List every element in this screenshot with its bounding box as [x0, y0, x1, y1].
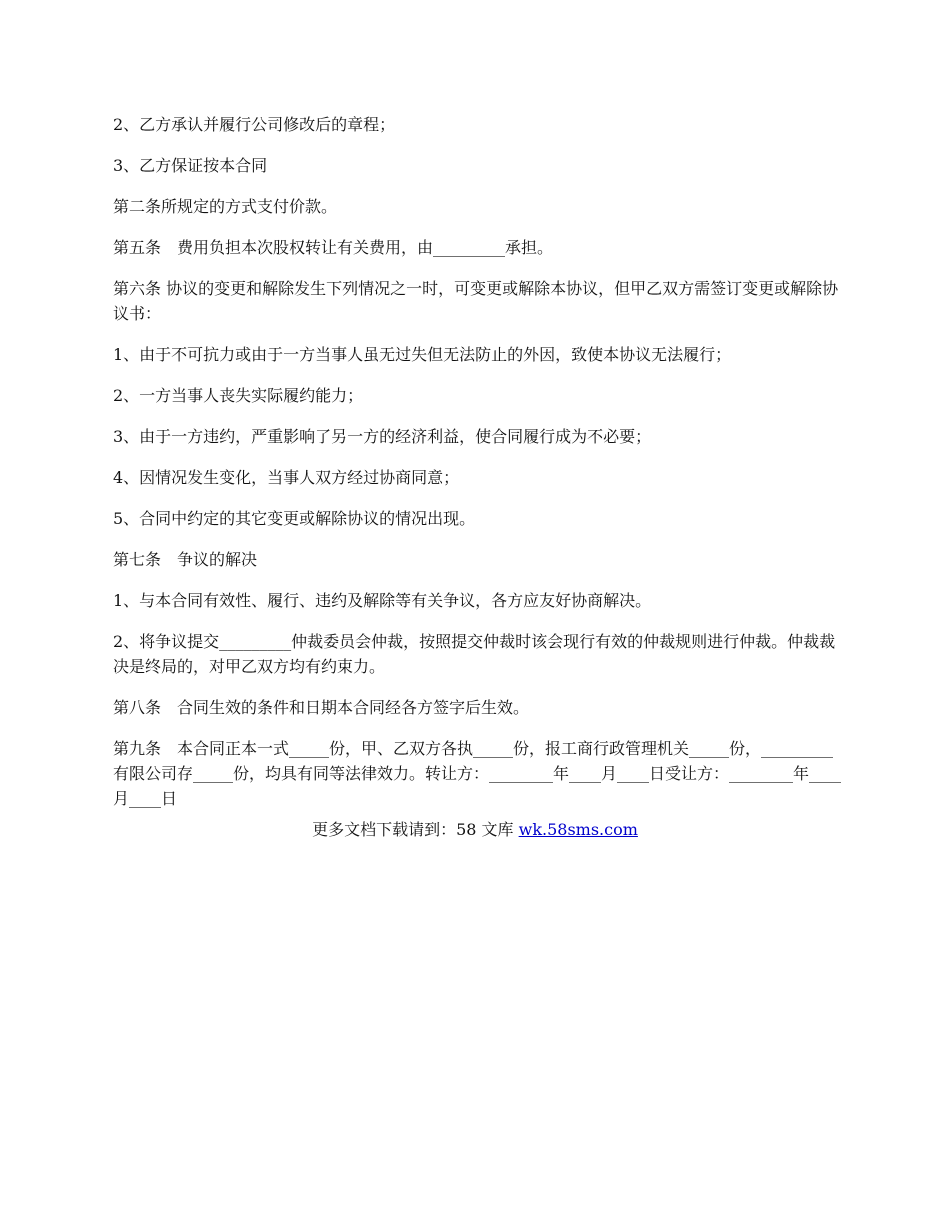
paragraph-article-6-item-2: 2、一方当事人丧失实际履约能力；	[113, 386, 364, 405]
paragraph-clause-2: 2、乙方承认并履行公司修改后的章程；	[113, 115, 396, 134]
paragraph-article-9: 第九条 本合同正本一式_____份，甲、乙双方各执_____份，报工商行政管理机关_____份，_________有限公司存_____份，均具有同等法律效力。转让方：________年____月____日受让方：________年____月____日	[113, 739, 842, 808]
paragraph-article-5: 第五条 费用负担本次股权转让有关费用，由_________承担。	[113, 238, 554, 257]
paragraph-article-7-item-2: 2、将争议提交_________仲裁委员会仲裁，按照提交仲裁时该会现行有效的仲裁规则进行仲裁。仲裁裁决是终局的，对甲乙双方均有约束力。	[113, 632, 836, 676]
paragraph-article-8: 第八条 合同生效的条件和日期本合同经各方签字后生效。	[113, 698, 530, 717]
paragraph-article-6-item-5: 5、合同中约定的其它变更或解除协议的情况出现。	[113, 509, 476, 528]
paragraph-article-6: 第六条 协议的变更和解除发生下列情况之一时，可变更或解除本协议，但甲乙双方需签订变更或解除协议书：	[113, 279, 839, 323]
paragraph-article-6-item-1: 1、由于不可抗力或由于一方当事人虽无过失但无法防止的外因，致使本协议无法履行；	[113, 345, 732, 364]
paragraph-article-2-payment: 第二条所规定的方式支付价款。	[113, 197, 338, 216]
paragraph-article-7-item-1: 1、与本合同有效性、履行、违约及解除等有关争议，各方应友好协商解决。	[113, 591, 652, 610]
footer-text: 更多文档下载请到：58 文库	[312, 820, 519, 839]
paragraph-article-7: 第七条 争议的解决	[113, 550, 258, 569]
download-footer	[0, 817, 950, 842]
paragraph-article-6-item-3: 3、由于一方违约，严重影响了另一方的经济利益，使合同履行成为不必要；	[113, 427, 652, 446]
paragraph-clause-3: 3、乙方保证按本合同	[113, 156, 268, 175]
document-body	[113, 112, 843, 827]
paragraph-article-6-item-4: 4、因情况发生变化，当事人双方经过协商同意；	[113, 468, 460, 487]
footer-link[interactable]: wk.58sms.com	[518, 820, 638, 839]
